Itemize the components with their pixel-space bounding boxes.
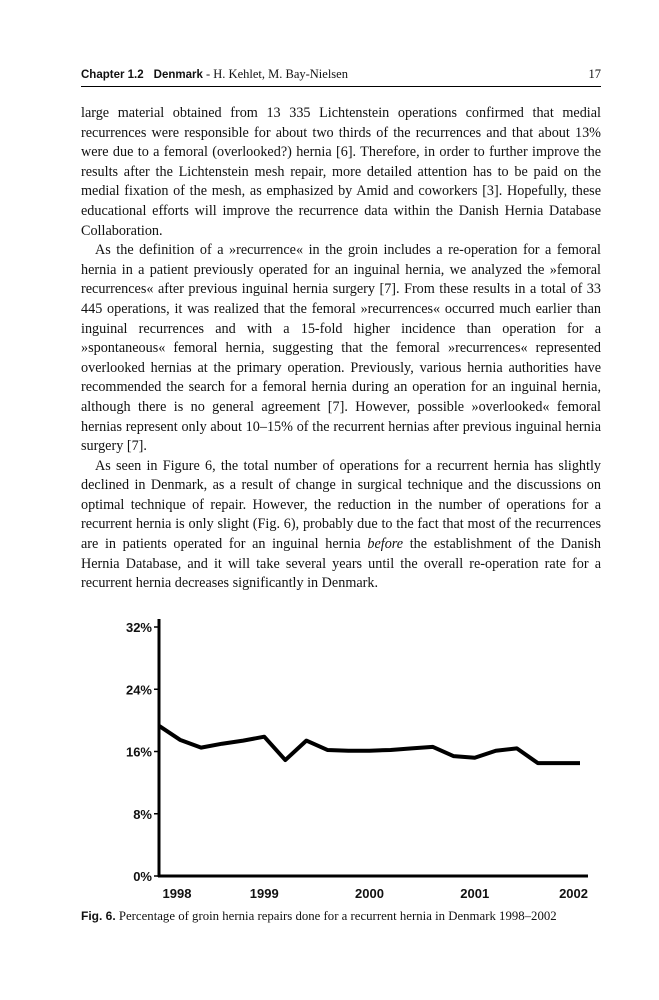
series-line <box>159 726 580 763</box>
section-label: Denmark <box>153 69 203 81</box>
y-tick-label: 24% <box>125 682 152 698</box>
header-rule <box>81 86 601 87</box>
authors: - H. Kehlet, M. Bay-Nielsen <box>202 67 348 81</box>
chapter-label: Chapter 1.2 <box>81 69 144 81</box>
x-tick-label: 1999 <box>249 886 279 901</box>
x-tick-group <box>163 886 588 901</box>
paragraph-1: large material obtained from 13 335 Lichtenstein operations confirmed that medial recurrences were responsible for about two thirds of the recurrences and that about 13% were due to a femoral (overlooked?) hernia [6]. Therefore, in order to further improve the results after the Lichtenstein mesh repair, more detailed attention has to be paid on the medial fixation of the mesh, as emphasized by Amid and coworkers [3]. Hopefully, these educational efforts will improve the recurrence data within the Danish Hernia Database Collaboration. <box>81 105 601 239</box>
y-tick-label: 16% <box>125 744 152 760</box>
x-tick-label: 2002 <box>559 886 588 901</box>
y-tick-label: 32% <box>125 620 152 635</box>
figure-6 <box>60 590 600 910</box>
y-tick-group <box>126 620 159 884</box>
body-text <box>81 104 601 594</box>
line-chart <box>60 590 600 910</box>
caption-text: Percentage of groin hernia repairs done for a recurrent hernia in Denmark 1998–2002 <box>115 909 557 923</box>
figure-caption <box>81 908 611 925</box>
x-tick-label: 2001 <box>460 886 490 901</box>
page-number: 17 <box>588 67 601 81</box>
paragraph-3-text-b: the establishment of the Danish Hernia Database, and it will take several years until the overall re-operation rate for a recurrent hernia decreases significantly in Denmark. <box>81 536 601 592</box>
paragraph-2: As the definition of a »recurrence« in the groin includes a re-operation for a femoral hernia in a patient previously operated for an inguinal hernia, we analyzed the »femoral recurrences« after previous inguinal hernia surgery [7]. From these results in a total of 33 445 operations, it was realized that the femoral »recurrences« occurred much earlier than inguinal recurrences and with a 15-fold higher incidence than operation for a »spontaneous« femoral hernia, suggesting that the femoral »recurrences« represented overlooked hernias at the primary operation. Previously, various hernia authorities have recommended the search for a femoral hernia during an operation for an inguinal hernia, although there is no general agreement [7]. However, possible »overlooked« femoral hernias represent only about 10–15% of the recurrent hernias after previous inguinal hernia surgery [7]. <box>81 242 601 455</box>
y-tick-label: 0% <box>133 869 152 884</box>
paragraph-3 <box>81 457 601 594</box>
x-tick-label: 2000 <box>355 886 384 901</box>
paragraph-3-emphasis: before <box>367 536 404 553</box>
running-head <box>81 66 601 83</box>
caption-label: Fig. 6. <box>81 909 116 923</box>
y-tick-label: 8% <box>133 806 152 822</box>
paragraph-3-text-a: As seen in Figure 6, the total number of operations for a recurrent hernia has slightly declined in Denmark, as a result of change in surgical technique and the discussions on optimal technique of repair. However, the reduction in the number of operations for a recurrent hernia is only slight (Fig. 6), probably due to the fact that most of the recurrences are in patients operated for an inguinal hernia <box>81 457 601 553</box>
x-tick-label: 1998 <box>162 886 192 901</box>
